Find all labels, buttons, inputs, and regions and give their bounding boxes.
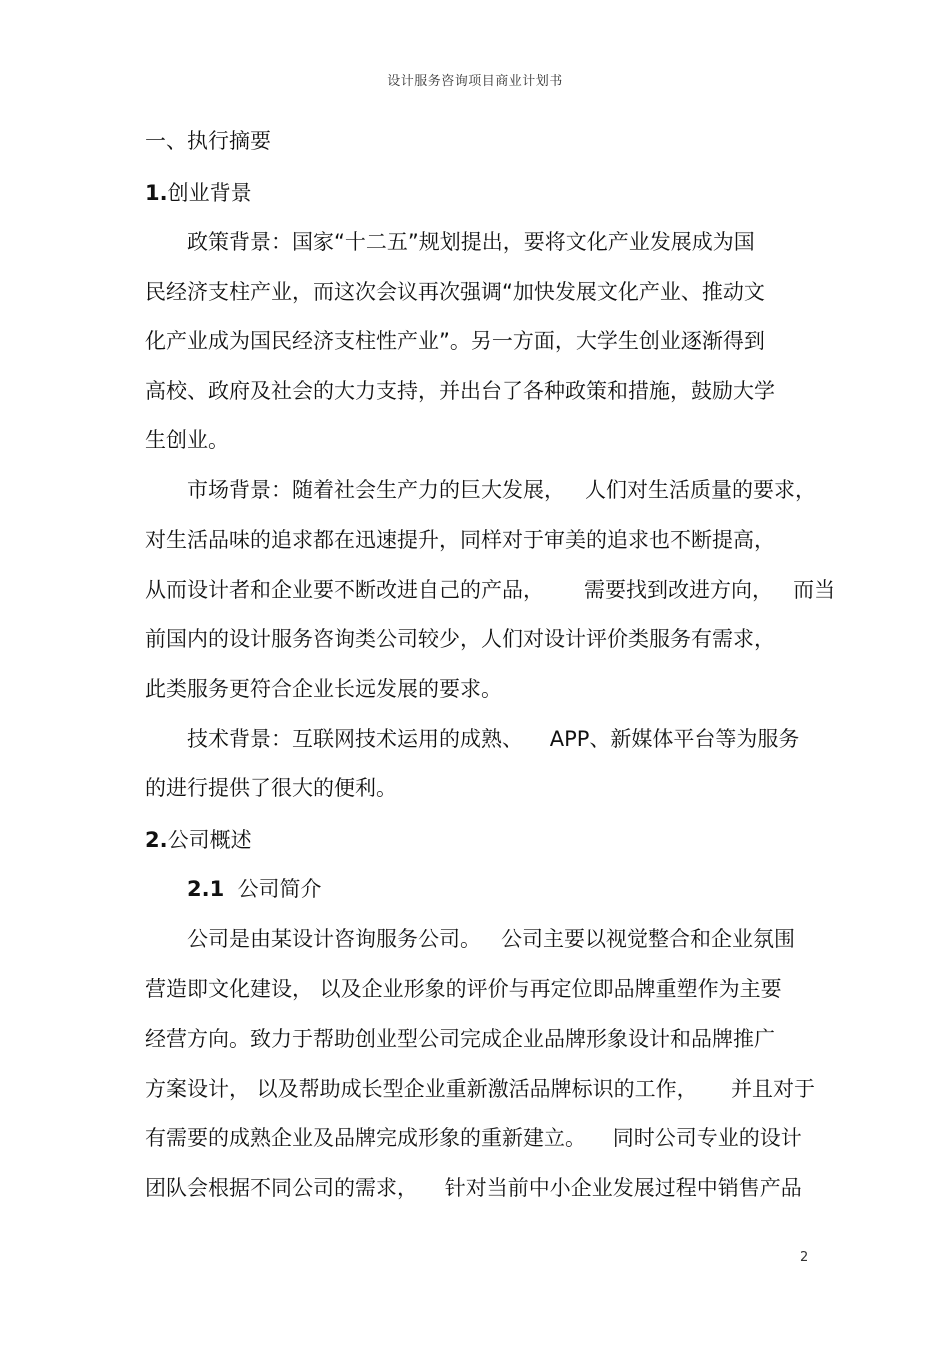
paragraph-line: 化产业成为国民经济支柱性产业”。另一方面，大学生创业逐渐得到 xyxy=(145,329,765,353)
paragraph-line: 前国内的设计服务咨询类公司较少，人们对设计评价类服务有需求， xyxy=(145,627,775,651)
page-header: 设计服务咨询项目商业计划书 xyxy=(387,74,563,89)
section-title: 一、执行摘要 xyxy=(145,129,271,153)
paragraph-line: 有需要的成熟企业及品牌完成形象的重新建立。 同时公司专业的设计 xyxy=(145,1126,802,1150)
subsection-heading-2-1 xyxy=(187,875,322,903)
subsection-title: 创业背景 xyxy=(167,181,252,205)
subsection-title: 公司简介 xyxy=(224,877,322,901)
subsection-number: 2.1 xyxy=(187,877,225,901)
paragraph-line: 对生活品味的追求都在迅速提升，同样对于审美的追求也不断提高， xyxy=(145,528,775,552)
paragraph-line: 市场背景：随着社会生产力的巨大发展， 人们对生活质量的要求， xyxy=(187,478,817,502)
paragraph-line: 从而设计者和企业要不断改进自己的产品， 需要找到改进方向， 而当 xyxy=(145,578,836,602)
subsection-number: 2. xyxy=(145,828,168,852)
paragraph-line: 营造即文化建设， 以及企业形象的评价与再定位即品牌重塑作为主要 xyxy=(145,977,782,1001)
subsection-title: 公司概述 xyxy=(167,828,252,852)
subsection-number: 1. xyxy=(145,181,168,205)
paragraph-line: 民经济支柱产业，而这次会议再次强调“加快发展文化产业、推动文 xyxy=(145,280,765,304)
paragraph-line: 生创业。 xyxy=(145,428,229,452)
paragraph-line: 公司是由某设计咨询服务公司。 公司主要以视觉整合和企业氛围 xyxy=(187,927,796,951)
subsection-heading-1 xyxy=(145,179,252,207)
paragraph-line: 方案设计， 以及帮助成长型企业重新激活品牌标识的工作， 并且对于 xyxy=(145,1077,816,1101)
paragraph-line: 经营方向。致力于帮助创业型公司完成企业品牌形象设计和品牌推广 xyxy=(145,1027,775,1051)
paragraph-line: 政策背景：国家“十二五”规划提出，要将文化产业发展成为国 xyxy=(187,230,755,254)
paragraph-line: 团队会根据不同公司的需求， 针对当前中小企业发展过程中销售产品 xyxy=(145,1176,802,1200)
paragraph-line: 此类服务更符合企业长远发展的要求。 xyxy=(145,677,502,701)
subsection-heading-2 xyxy=(145,826,252,854)
page-number: 2 xyxy=(800,1250,809,1265)
paragraph-line: 技术背景：互联网技术运用的成熟、 APP、新媒体平台等为服务 xyxy=(187,727,800,751)
paragraph-line: 的进行提供了很大的便利。 xyxy=(145,776,397,800)
paragraph-line: 高校、政府及社会的大力支持，并出台了各种政策和措施，鼓励大学 xyxy=(145,379,775,403)
